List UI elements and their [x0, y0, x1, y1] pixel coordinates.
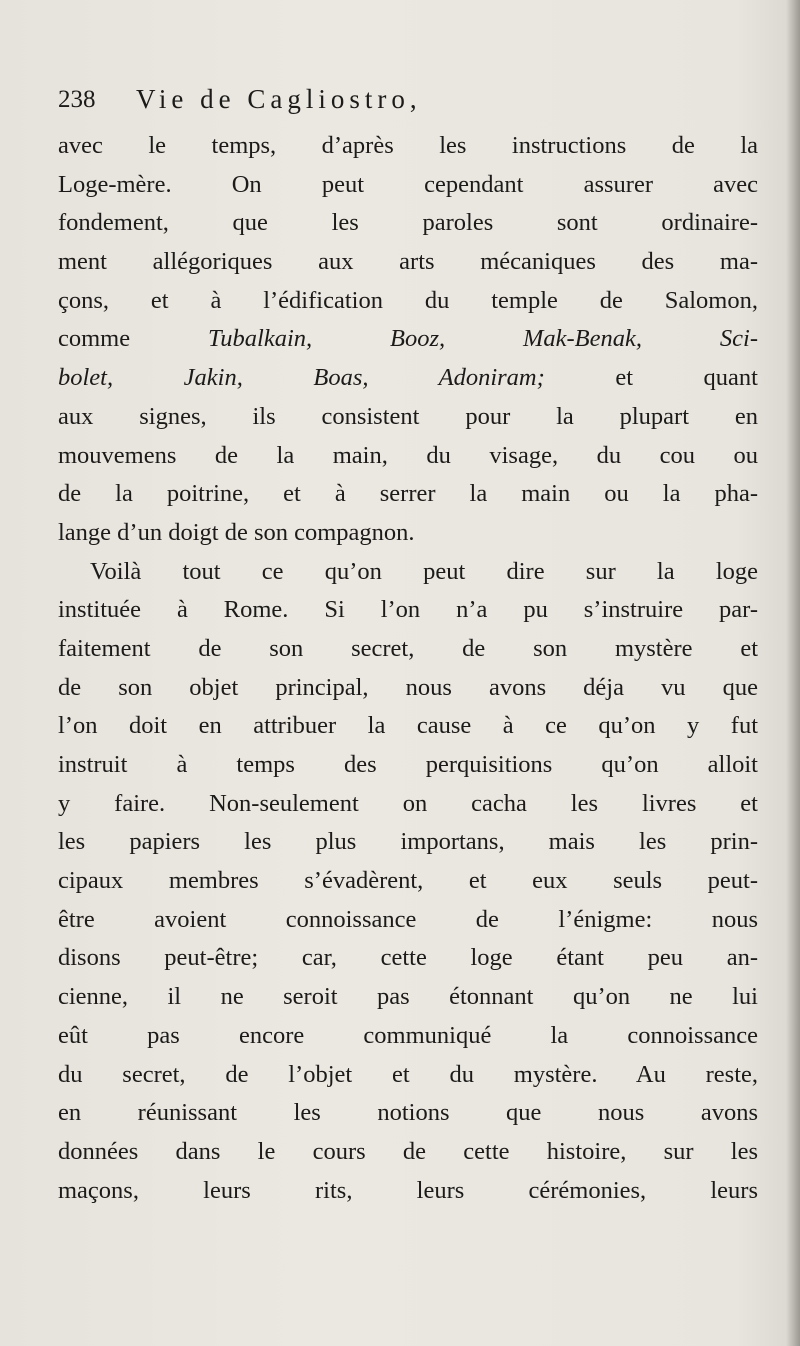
- text-line: aux signes, ils consistent pour la plupart en: [58, 402, 758, 430]
- text-line: y faire. Non-seulement on cacha les livres et: [58, 789, 758, 817]
- text-line: instruit à temps des perquisitions qu’on alloit: [58, 751, 758, 778]
- text-line: l’on doit en attribuer la cause à ce qu’on y fut: [58, 712, 758, 740]
- text-line: bolet, Jakin, Boas, Adoniram; et quant: [58, 364, 758, 392]
- text-line: avec le temps, d’après les instructions de la: [58, 132, 758, 159]
- page-header: [58, 84, 758, 120]
- text-line: çons, et à l’édification du temple de Salomon,: [58, 286, 758, 314]
- text-line: ment allégoriques aux arts mécaniques des ma-: [58, 248, 758, 276]
- text-line: de la poitrine, et à serrer la main ou la pha-: [58, 480, 758, 508]
- italic-names: Tubalkain, Booz, Mak-Benak, Sci-: [207, 325, 758, 353]
- text-line: Loge-mère. On peut cependant assurer avec: [58, 170, 758, 198]
- text-line: disons peut-être; car, cette loge étant peu an-: [58, 944, 758, 972]
- text-line: maçons, leurs rits, leurs cérémonies, leurs: [58, 1176, 758, 1204]
- text-line: les papiers les plus importans, mais les prin-: [58, 828, 758, 856]
- text-line: mouvemens de la main, du visage, du cou ou: [58, 441, 758, 469]
- text-line: fondement, que les paroles sont ordinaire-: [58, 209, 758, 237]
- text-line: lange d’un doigt de son compagnon.: [58, 518, 415, 546]
- text-line: faitement de son secret, de son mystère et: [58, 634, 758, 662]
- text-line: cipaux membres s’évadèrent, et eux seuls peut-: [58, 867, 758, 895]
- text-line: comme Tubalkain, Booz, Mak-Benak, Sci-: [58, 325, 758, 353]
- text-line: cienne, il ne seroit pas étonnant qu’on ne lui: [58, 983, 758, 1011]
- text-line: être avoient connoissance de l’énigme: nous: [58, 905, 758, 933]
- text-line: eût pas encore communiqué la connoissance: [58, 1021, 758, 1049]
- page-edge-shadow: [786, 0, 800, 1346]
- text-line: Voilà tout ce qu’on peut dire sur la loge: [90, 557, 758, 585]
- body-text: [58, 127, 758, 1210]
- text-line: du secret, de l’objet et du mystère. Au reste,: [58, 1060, 758, 1088]
- italic-names: bolet, Jakin, Boas, Adoniram;: [58, 364, 545, 392]
- running-title: Vie de Cagliostro,: [136, 84, 422, 114]
- text-line: instituée à Rome. Si l’on n’a pu s’instruire par-: [58, 596, 758, 624]
- text-line: en réunissant les notions que nous avons: [58, 1099, 758, 1127]
- text-line: données dans le cours de cette histoire, sur les: [58, 1137, 758, 1165]
- text-line: de son objet principal, nous avons déja vu que: [58, 673, 758, 701]
- page-number: 238: [58, 86, 96, 113]
